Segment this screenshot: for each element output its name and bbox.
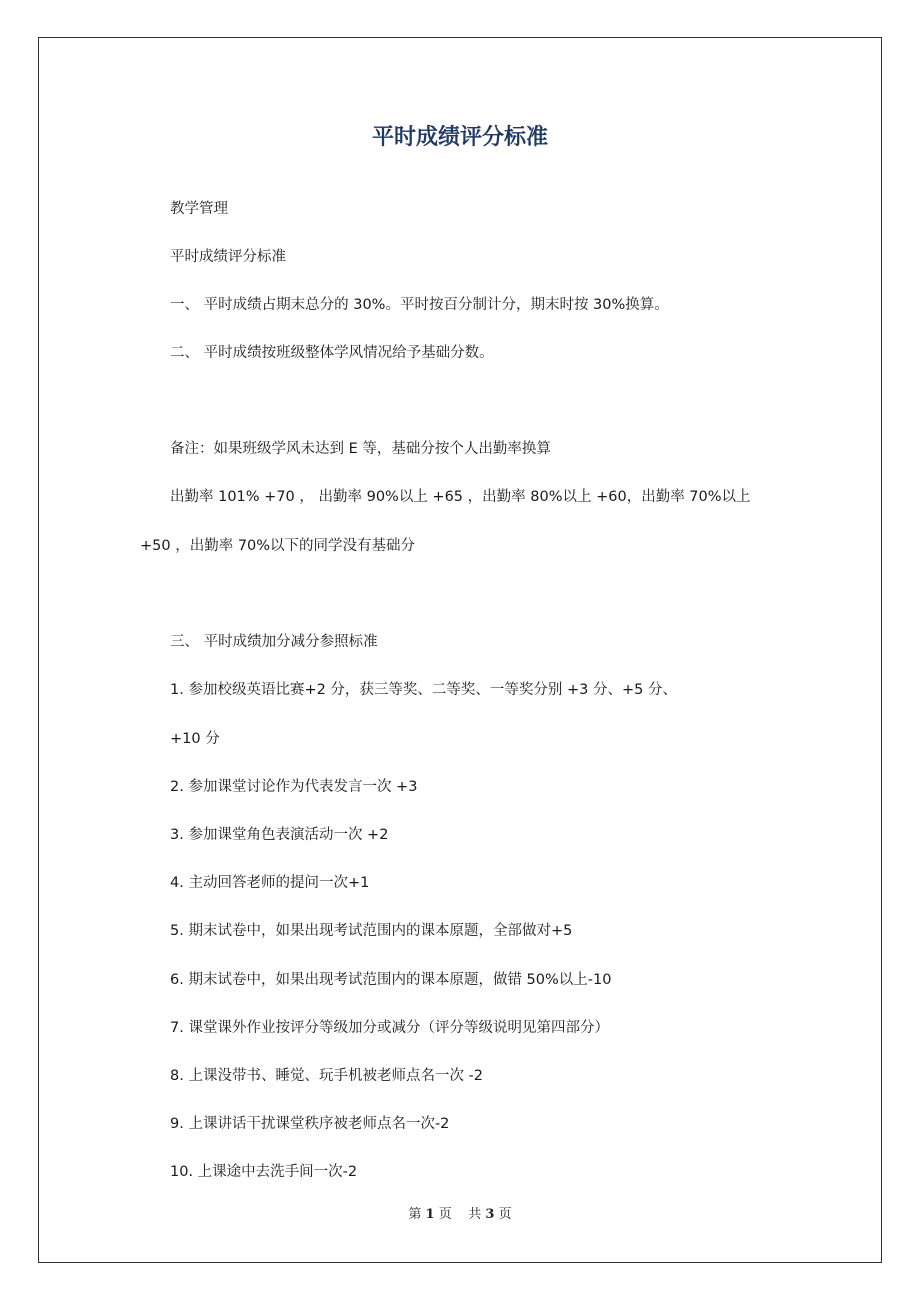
- document-title: 平时成绩评分标准: [371, 125, 548, 150]
- note-line: 备注：如果班级学风未达到 E 等，基础分按个人出勤率换算: [170, 441, 551, 457]
- list-item: 6. 期末试卷中，如果出现考试范围内的课本原题，做错 50%以上-10: [170, 972, 612, 988]
- list-item: 8. 上课没带书、睡觉、玩手机被老师点名一次 -2: [170, 1068, 484, 1084]
- list-item-continued: +10 分: [170, 731, 220, 747]
- list-item: 1. 参加校级英语比赛+2 分，获三等奖、二等奖、一等奖分别 +3 分、+5 分、: [170, 682, 678, 698]
- attendance-line: 出勤率 101% +70 ， 出勤率 90%以上 +65 ，出勤率 80%以上 +60，出勤率 70%以上: [170, 489, 751, 505]
- paragraph-item-1: 一、 平时成绩占期末总分的 30%。平时按百分制计分，期末时按 30%换算。: [170, 297, 669, 313]
- list-item: 2. 参加课堂讨论作为代表发言一次 +3: [170, 779, 418, 795]
- list-item: 7. 课堂课外作业按评分等级加分或减分（评分等级说明见第四部分）: [170, 1020, 609, 1036]
- list-item: 9. 上课讲话干扰课堂秩序被老师点名一次-2: [170, 1116, 450, 1132]
- paragraph-item-3: 三、 平时成绩加分减分参照标准: [170, 634, 378, 650]
- footer-page-suffix: 页: [438, 1207, 452, 1222]
- list-item: 5. 期末试卷中，如果出现考试范围内的课本原题，全部做对+5: [170, 923, 573, 939]
- footer-total-prefix: 共: [468, 1207, 482, 1222]
- paragraph-item-2: 二、 平时成绩按班级整体学风情况给予基础分数。: [170, 345, 494, 361]
- attendance-line-continued: +50 ，出勤率 70%以下的同学没有基础分: [140, 538, 416, 554]
- footer-total-pages: 3: [485, 1207, 495, 1222]
- subtitle-line: 平时成绩评分标准: [170, 249, 286, 265]
- list-item: 3. 参加课堂角色表演活动一次 +2: [170, 827, 389, 843]
- section-label: 教学管理: [170, 201, 228, 217]
- footer-total-suffix: 页: [498, 1207, 512, 1222]
- list-item: 10. 上课途中去洗手间一次-2: [170, 1164, 358, 1180]
- page-footer: [0, 1205, 920, 1225]
- footer-prefix: 第: [408, 1207, 422, 1222]
- list-item: 4. 主动回答老师的提问一次+1: [170, 875, 370, 891]
- footer-page-number: 1: [425, 1207, 435, 1222]
